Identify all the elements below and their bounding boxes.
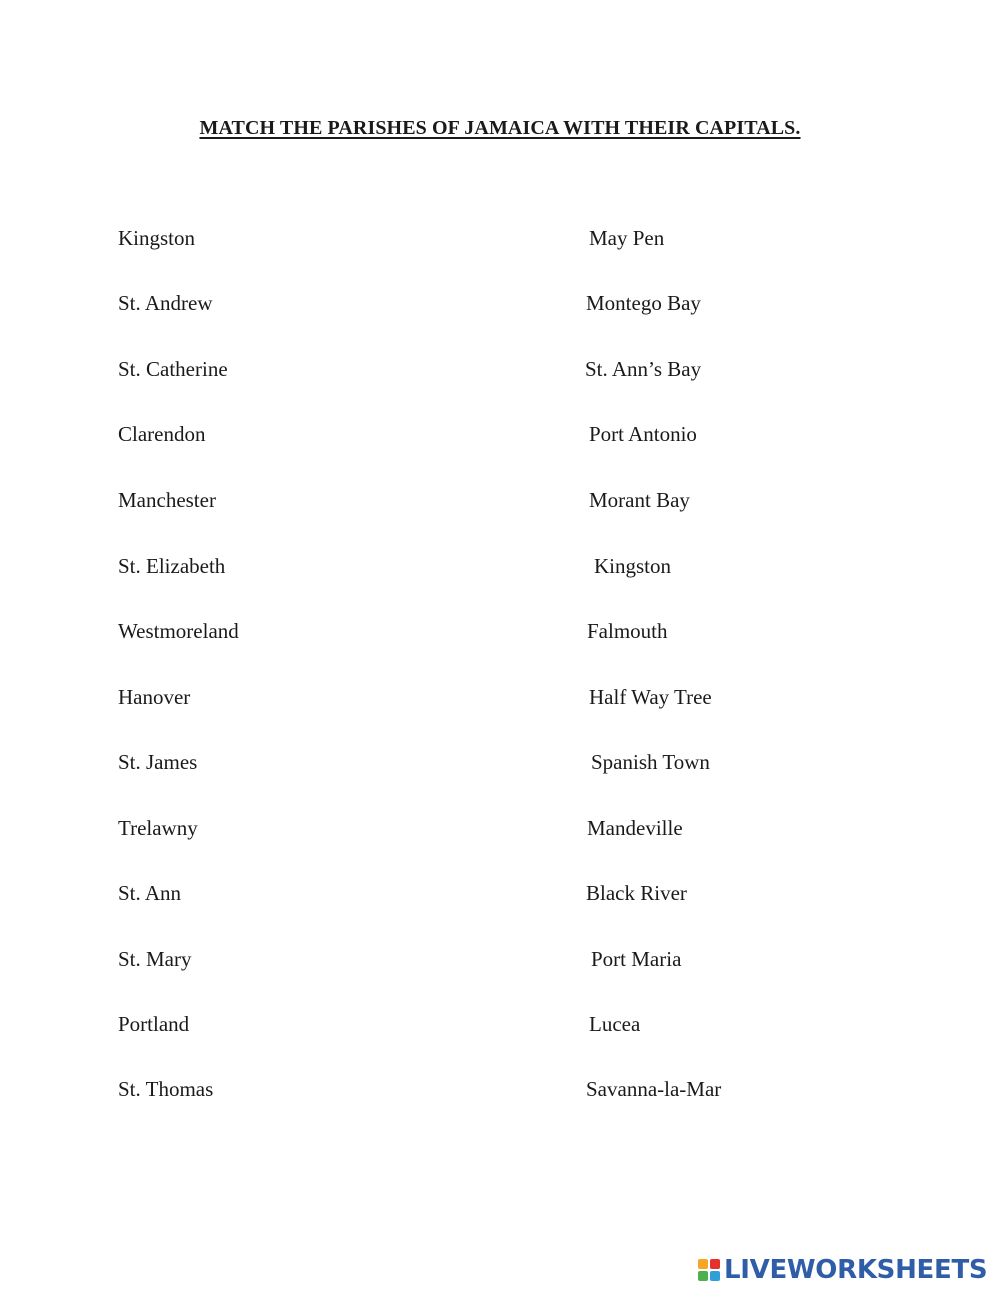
- logo-tile: [698, 1271, 708, 1281]
- capital-name: Mandeville: [587, 816, 683, 840]
- match-row: [0, 816, 1000, 846]
- capital-name: May Pen: [589, 226, 665, 250]
- capital-name: Black River: [586, 881, 687, 905]
- parish-name: St. Mary: [118, 947, 192, 971]
- capital-name: Savanna-la-Mar: [586, 1077, 722, 1101]
- capital-name: St. Ann’s Bay: [585, 357, 702, 381]
- parish-name: Portland: [118, 1012, 190, 1036]
- match-row: [0, 1012, 1000, 1042]
- brand-name: LIVEWORKSHEETS: [724, 1255, 988, 1285]
- capital-name: Spanish Town: [591, 750, 710, 774]
- capital-name: Port Maria: [591, 947, 682, 971]
- capital-name: Port Antonio: [589, 422, 697, 446]
- capital-name: Falmouth: [587, 619, 668, 643]
- match-row: [0, 226, 1000, 256]
- match-row: [0, 619, 1000, 649]
- capital-name: Half Way Tree: [589, 685, 712, 709]
- parish-name: St. Andrew: [118, 291, 213, 315]
- capital-name: Morant Bay: [589, 488, 690, 512]
- parish-name: Manchester: [118, 488, 216, 512]
- capital-name: Kingston: [594, 554, 672, 578]
- parish-name: Hanover: [118, 685, 191, 709]
- capital-name: Lucea: [589, 1012, 641, 1036]
- match-row: [0, 488, 1000, 518]
- capital-name: Montego Bay: [586, 291, 701, 315]
- match-row: [0, 685, 1000, 715]
- parish-name: Trelawny: [118, 816, 198, 840]
- liveworksheets-brand: [698, 1254, 987, 1286]
- parish-name: Kingston: [118, 226, 196, 250]
- worksheet-title: MATCH THE PARISHES OF JAMAICA WITH THEIR CAPITALS.: [199, 117, 801, 139]
- match-row: [0, 422, 1000, 452]
- logo-tile: [710, 1271, 720, 1281]
- parish-name: St. Ann: [118, 881, 182, 905]
- match-row: [0, 881, 1000, 911]
- match-row: [0, 750, 1000, 780]
- parish-name: Clarendon: [118, 422, 206, 446]
- match-row: [0, 291, 1000, 321]
- match-row: [0, 357, 1000, 387]
- liveworksheets-logo-icon: [698, 1259, 720, 1281]
- match-row: [0, 554, 1000, 584]
- match-row: [0, 1077, 1000, 1107]
- logo-tile: [698, 1259, 708, 1269]
- parish-name: St. Elizabeth: [118, 554, 226, 578]
- parish-name: St. Thomas: [118, 1077, 214, 1101]
- parish-name: St. Catherine: [118, 357, 228, 381]
- match-row: [0, 947, 1000, 977]
- parish-name: St. James: [118, 750, 198, 774]
- logo-tile: [710, 1259, 720, 1269]
- parish-name: Westmoreland: [118, 619, 239, 643]
